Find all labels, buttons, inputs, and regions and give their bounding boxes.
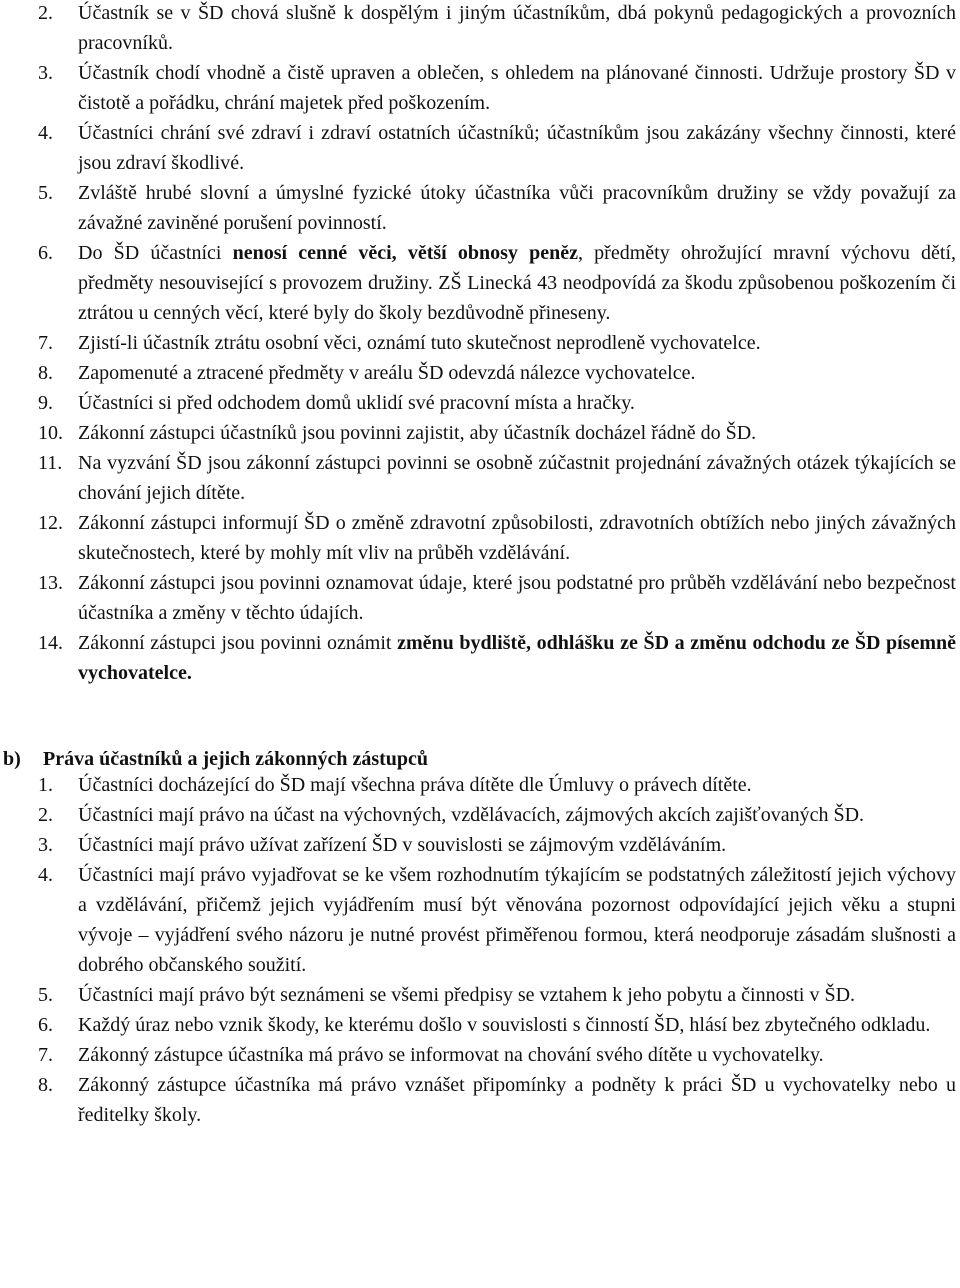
item-text <box>78 358 960 388</box>
item-text <box>78 448 960 508</box>
text-run: Zákonní zástupci jsou povinni oznámit <box>78 632 398 654</box>
item-text <box>78 770 960 800</box>
item-text <box>78 830 960 860</box>
list-item <box>0 1040 960 1070</box>
item-text <box>78 800 960 830</box>
list-item <box>0 770 960 800</box>
list-item <box>0 178 960 238</box>
item-number: 9. <box>38 392 53 414</box>
item-text <box>78 0 960 58</box>
item-text <box>78 628 960 688</box>
item-number: 2. <box>38 2 53 24</box>
text-run: Zvláště hrubé slovní a úmyslné fyzické útoky účastníka vůči pracovníkům družiny se vždy považují za závažné zaviněné porušení povinností. <box>78 182 956 234</box>
list-item <box>0 830 960 860</box>
list-item <box>0 358 960 388</box>
list-item <box>0 508 960 568</box>
item-text <box>78 508 960 568</box>
list-item <box>0 980 960 1010</box>
item-number: 11. <box>38 452 63 474</box>
item-text <box>78 1010 960 1040</box>
item-number: 8. <box>38 1074 53 1096</box>
item-number: 6. <box>38 1014 53 1036</box>
list-item <box>0 388 960 418</box>
item-number: 10. <box>38 422 63 444</box>
list-item <box>0 118 960 178</box>
text-run: Každý úraz nebo vznik škody, ke kterému došlo v souvislosti s činností ŠD, hlásí bez zbytečného odkladu. <box>78 1014 931 1036</box>
item-text <box>78 388 960 418</box>
text-run: Do ŠD účastníci <box>78 242 233 264</box>
item-number: 5. <box>38 984 53 1006</box>
item-text <box>78 328 960 358</box>
item-number: 13. <box>38 572 63 594</box>
text-run: Zákonní zástupci informují ŠD o změně zdravotní způsobilosti, zdravotních obtížích nebo jiných závažných skutečnostech, které by mohly mít vliv na průběh vzdělávání. <box>78 512 956 564</box>
list-item <box>0 860 960 980</box>
item-number: 2. <box>38 804 53 826</box>
item-number: 3. <box>38 834 53 856</box>
list-item <box>0 448 960 508</box>
text-run: Účastník chodí vhodně a čistě upraven a oblečen, s ohledem na plánované činnosti. Udržuje prostory ŠD v čistotě a pořádku, chrání majetek před poškozením. <box>78 62 956 114</box>
list-item <box>0 568 960 628</box>
list-item <box>0 0 960 58</box>
text-run: Na vyzvání ŠD jsou zákonní zástupci povinni se osobně zúčastnit projednání závažných otázek týkajících se chování jejich dítěte. <box>78 452 956 504</box>
text-run: Zákonní zástupci jsou povinni oznamovat údaje, které jsou podstatné pro průběh vzdělávání nebo bezpečnost účastníka a změny v těchto údajích. <box>78 572 956 624</box>
item-number: 14. <box>38 632 63 654</box>
item-text <box>78 238 960 328</box>
item-number: 4. <box>38 864 53 886</box>
text-run: Zjistí-li účastník ztrátu osobní věci, oznámí tuto skutečnost neprodleně vychovatelce. <box>78 332 761 354</box>
section-b-number: b) <box>3 748 21 770</box>
item-number: 8. <box>38 362 53 384</box>
list-item <box>0 418 960 448</box>
text-run: Účastníci docházející do ŠD mají všechna práva dítěte dle Úmluvy o právech dítěte. <box>78 774 752 796</box>
text-run: Účastníci mají právo vyjadřovat se ke všem rozhodnutím týkajícím se podstatných záležitostí jejich výchovy a vzdělávání, přičemž jejich vyjádřením musí být věnována pozornost odpovídající jejich věku a stupni vývoje – vyjádření svého názoru je nutné provést přiměřenou formou, která neodporuje zásadám slušnosti a dobrého občanského soužití. <box>78 864 956 976</box>
section-b-list <box>0 770 960 1130</box>
list-item <box>0 1010 960 1040</box>
item-text <box>78 418 960 448</box>
item-text <box>78 568 960 628</box>
item-text <box>78 980 960 1010</box>
text-run: Účastníci mají právo na účast na výchovných, vzdělávacích, zájmových akcích zajišťovaných ŠD. <box>78 804 865 826</box>
item-text <box>78 860 960 980</box>
text-run: Zákonný zástupce účastníka má právo vznášet připomínky a podněty k práci ŠD u vychovatelky nebo u ředitelky školy. <box>78 1074 956 1126</box>
item-text <box>78 178 960 238</box>
text-run: Účastníci mají právo být seznámeni se všemi předpisy se vztahem k jeho pobytu a činnosti v ŠD. <box>78 984 856 1006</box>
item-text <box>78 58 960 118</box>
text-run: Zákonný zástupce účastníka má právo se informovat na chování svého dítěte u vychovatelky. <box>78 1044 824 1066</box>
text-run: Účastníci chrání své zdraví i zdraví ostatních účastníků; účastníkům jsou zakázány všechny činnosti, které jsou zdraví škodlivé. <box>78 122 956 174</box>
text-run: Účastníci si před odchodem domů uklidí své pracovní místa a hračky. <box>78 392 635 414</box>
bold-text: změnu bydliště, odhlášku ze ŠD a změnu odchodu ze ŠD písemně vychovatelce. <box>78 632 956 684</box>
item-number: 5. <box>38 182 53 204</box>
item-number: 6. <box>38 242 53 264</box>
list-item <box>0 628 960 688</box>
item-number: 3. <box>38 62 53 84</box>
item-text <box>78 1070 960 1130</box>
item-number: 7. <box>38 1044 53 1066</box>
item-number: 7. <box>38 332 53 354</box>
text-run: Účastníci mají právo užívat zařízení ŠD v souvislosti se zájmovým vzděláváním. <box>78 834 727 856</box>
text-run: Účastník se v ŠD chová slušně k dospělým i jiným účastníkům, dbá pokynů pedagogických a provozních pracovníků. <box>78 2 956 54</box>
text-run: Zákonní zástupci účastníků jsou povinni zajistit, aby účastník docházel řádně do ŠD. <box>78 422 757 444</box>
list-item <box>0 58 960 118</box>
bold-text: nenosí cenné věci, větší obnosy peněz <box>232 242 578 264</box>
section-b-title: Práva účastníků a jejich zákonných zástupců <box>43 748 429 770</box>
text-run: Zapomenuté a ztracené předměty v areálu ŠD odevzdá nálezce vychovatelce. <box>78 362 696 384</box>
item-text <box>78 1040 960 1070</box>
item-number: 4. <box>38 122 53 144</box>
list-item <box>0 238 960 328</box>
list-item <box>0 328 960 358</box>
text-run: , předměty ohrožující mravní výchovu dětí, předměty nesouvisející s provozem družiny. ZŠ Linecká 43 neodpovídá za škodu způsobenou poškozením či ztrátou u cenných věcí, které byly do školy bezdůvodně přineseny. <box>78 242 957 324</box>
item-text <box>78 118 960 178</box>
list-item <box>0 1070 960 1130</box>
item-number: 12. <box>38 512 63 534</box>
list-item <box>0 800 960 830</box>
item-number: 1. <box>38 774 53 796</box>
